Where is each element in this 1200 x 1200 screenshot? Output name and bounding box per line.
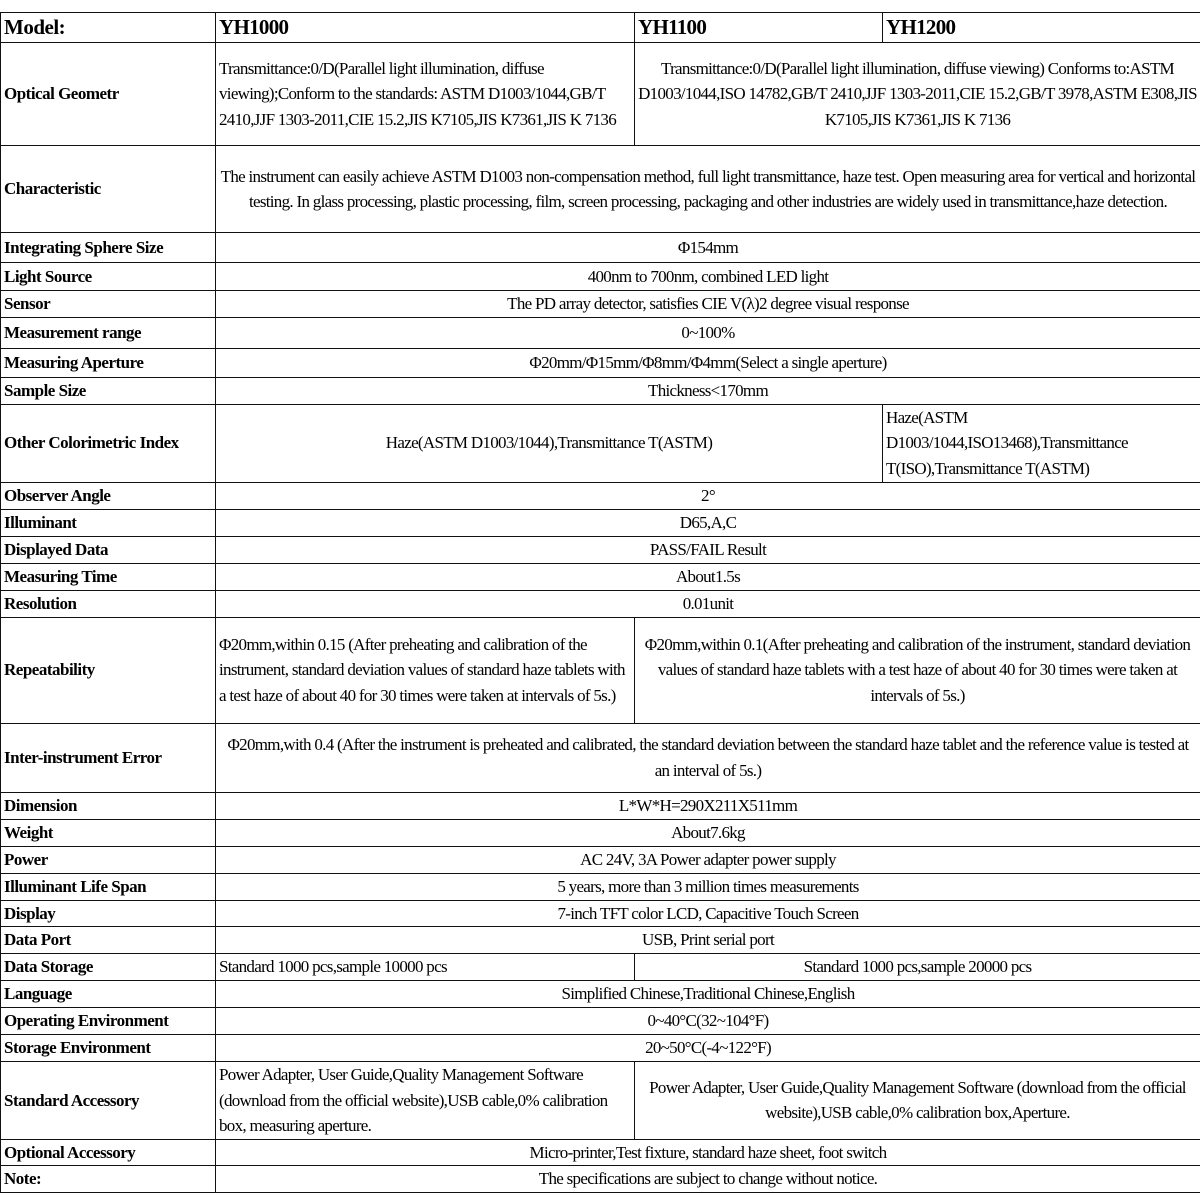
spec-row xyxy=(1,563,1200,590)
spec-label: Operating Environment xyxy=(1,1008,216,1035)
spec-label: Data Storage xyxy=(1,954,216,981)
spec-row xyxy=(1,900,1200,927)
spec-label: Storage Environment xyxy=(1,1035,216,1062)
spec-label: Note: xyxy=(1,1166,216,1193)
spec-label: Sensor xyxy=(1,291,216,318)
spec-label: Weight xyxy=(1,819,216,846)
model-yh1000: YH1000 xyxy=(216,13,635,43)
spec-value: USB, Print serial port xyxy=(216,927,1200,954)
spec-label: Light Source xyxy=(1,263,216,291)
spec-value: 5 years, more than 3 million times measurements xyxy=(216,873,1200,900)
spec-value: 0.01unit xyxy=(216,590,1200,617)
spec-value: Φ154mm xyxy=(216,233,1200,263)
spec-row xyxy=(1,723,1200,792)
spec-label: Standard Accessory xyxy=(1,1062,216,1140)
spec-row xyxy=(1,1035,1200,1062)
spec-row xyxy=(1,378,1200,405)
spec-value: AC 24V, 3A Power adapter power supply xyxy=(216,846,1200,873)
spec-row xyxy=(1,536,1200,563)
spec-label: Illuminant xyxy=(1,509,216,536)
spec-label: Sample Size xyxy=(1,378,216,405)
spec-value: 0~40°C(32~104°F) xyxy=(216,1008,1200,1035)
spec-table xyxy=(0,12,1200,1193)
spec-value: Micro-printer,Test fixture, standard haze sheet, foot switch xyxy=(216,1139,1200,1166)
spec-label: Measuring Aperture xyxy=(1,349,216,378)
spec-value: 2° xyxy=(216,482,1200,509)
model-header-row xyxy=(1,13,1200,43)
spec-label: Characteristic xyxy=(1,146,216,233)
model-yh1100: YH1100 xyxy=(635,13,883,43)
spec-row xyxy=(1,954,1200,981)
spec-row xyxy=(1,1166,1200,1193)
spec-value: The PD array detector, satisfies CIE V(λ)2 degree visual response xyxy=(216,291,1200,318)
spec-value: Standard 1000 pcs,sample 10000 pcs xyxy=(216,954,635,981)
spec-label: Data Port xyxy=(1,927,216,954)
spec-row xyxy=(1,1139,1200,1166)
spec-row xyxy=(1,233,1200,263)
spec-value: Φ20mm,within 0.15 (After preheating and calibration of the instrument, standard deviation values of standard haze tablets with a test haze of about 40 for 30 times were taken at intervals of 5s.) xyxy=(216,617,635,723)
spec-value: The instrument can easily achieve ASTM D1003 non-compensation method, full light transmittance, haze test. Open measuring area for vertical and horizontal testing. In glass processing, plastic processing, film, screen processing, packaging and other industries are widely used in transmittance,haze detection. xyxy=(216,146,1200,233)
spec-row xyxy=(1,318,1200,349)
spec-value: Φ20mm,within 0.1(After preheating and calibration of the instrument, standard deviation values of standard haze tablets with a test haze of about 40 for 30 times were taken at intervals of 5s.) xyxy=(635,617,1200,723)
spec-row xyxy=(1,981,1200,1008)
model-label: Model: xyxy=(1,13,216,43)
spec-row xyxy=(1,617,1200,723)
spec-value: Haze(ASTM D1003/1044,ISO13468),Transmittance T(ISO),Transmittance T(ASTM) xyxy=(883,404,1200,482)
model-yh1200: YH1200 xyxy=(883,13,1200,43)
spec-value: Power Adapter, User Guide,Quality Management Software (download from the official website),USB cable,0% calibration box, measuring aperture. xyxy=(216,1062,635,1140)
spec-row xyxy=(1,349,1200,378)
spec-value: D65,A,C xyxy=(216,509,1200,536)
spec-value: 0~100% xyxy=(216,318,1200,349)
spec-row xyxy=(1,792,1200,819)
spec-label: Language xyxy=(1,981,216,1008)
spec-row xyxy=(1,263,1200,291)
spec-value: L*W*H=290X211X511mm xyxy=(216,792,1200,819)
spec-label: Observer Angle xyxy=(1,482,216,509)
spec-label: Optical Geometr xyxy=(1,43,216,146)
spec-value: Simplified Chinese,Traditional Chinese,English xyxy=(216,981,1200,1008)
spec-value: Φ20mm,with 0.4 (After the instrument is preheated and calibrated, the standard deviation between the standard haze tablet and the reference value is tested at an interval of 5s.) xyxy=(216,723,1200,792)
spec-value: Transmittance:0/D(Parallel light illumination, diffuse viewing) Conforms to:ASTM D1003/1044,ISO 14782,GB/T 2410,JJF 1303-2011,CIE 15.2,GB/T 3978,ASTM E308,JIS K7105,JIS K7361,JIS K 7136 xyxy=(635,43,1200,146)
spec-row xyxy=(1,1008,1200,1035)
spec-value: Transmittance:0/D(Parallel light illumination, diffuse viewing);Conform to the standards: ASTM D1003/1044,GB/T 2410,JJF 1303-2011,CIE 15.2,JIS K7105,JIS K7361,JIS K 7136 xyxy=(216,43,635,146)
spec-value: 20~50°C(-4~122°F) xyxy=(216,1035,1200,1062)
spec-label: Illuminant Life Span xyxy=(1,873,216,900)
spec-label: Power xyxy=(1,846,216,873)
spec-label: Repeatability xyxy=(1,617,216,723)
spec-value: Thickness<170mm xyxy=(216,378,1200,405)
spec-value: About1.5s xyxy=(216,563,1200,590)
spec-label: Measurement range xyxy=(1,318,216,349)
spec-value: PASS/FAIL Result xyxy=(216,536,1200,563)
spec-row xyxy=(1,927,1200,954)
spec-label: Optional Accessory xyxy=(1,1139,216,1166)
spec-row xyxy=(1,1062,1200,1140)
spec-row xyxy=(1,482,1200,509)
spec-label: Displayed Data xyxy=(1,536,216,563)
spec-row xyxy=(1,846,1200,873)
spec-label: Display xyxy=(1,900,216,927)
spec-label: Dimension xyxy=(1,792,216,819)
spec-row xyxy=(1,404,1200,482)
spec-value: 7-inch TFT color LCD, Capacitive Touch Screen xyxy=(216,900,1200,927)
spec-value: Power Adapter, User Guide,Quality Management Software (download from the official website),USB cable,0% calibration box,Aperture. xyxy=(635,1062,1200,1140)
spec-value: About7.6kg xyxy=(216,819,1200,846)
spec-value: Standard 1000 pcs,sample 20000 pcs xyxy=(635,954,1200,981)
spec-row xyxy=(1,819,1200,846)
spec-label: Integrating Sphere Size xyxy=(1,233,216,263)
spec-row xyxy=(1,146,1200,233)
spec-label: Measuring Time xyxy=(1,563,216,590)
spec-value: Haze(ASTM D1003/1044),Transmittance T(ASTM) xyxy=(216,404,883,482)
spec-row xyxy=(1,291,1200,318)
spec-label: Resolution xyxy=(1,590,216,617)
spec-row xyxy=(1,43,1200,146)
spec-row xyxy=(1,590,1200,617)
spec-row xyxy=(1,873,1200,900)
spec-value: 400nm to 700nm, combined LED light xyxy=(216,263,1200,291)
spec-row xyxy=(1,509,1200,536)
spec-value: The specifications are subject to change without notice. xyxy=(216,1166,1200,1193)
spec-value: Φ20mm/Φ15mm/Φ8mm/Φ4mm(Select a single aperture) xyxy=(216,349,1200,378)
spec-label: Other Colorimetric Index xyxy=(1,404,216,482)
spec-label: Inter-instrument Error xyxy=(1,723,216,792)
